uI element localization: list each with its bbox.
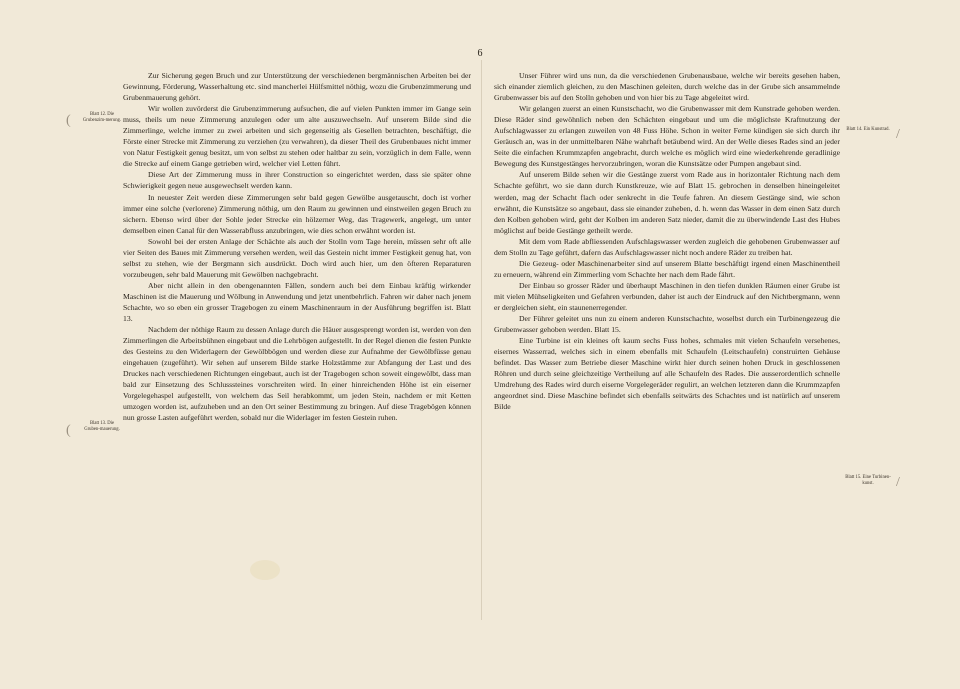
paragraph: Die Gezeug- oder Maschinenarbeiter sind auf unserem Blatte beschäftigt irgend einen Maschinentheil zu erneuern, während ein Zimmerling vom Schachte her nach dem Rade fährt. <box>494 258 840 279</box>
left-text-column <box>123 70 471 424</box>
paragraph: Eine Turbine ist ein kleines oft kaum sechs Fuss hohes, schmales mit vielen Schaufeln versehenes, eisernes Wasserrad, welches sich in einem ebenfalls mit Schaufeln (Leitschaufeln) construirten Gehäuse befindet. Das Wasser zum Betriebe dieser Maschine wirkt hier durch seinen hohen Druck in geschlossenen Röhren und durch seine gleichzeitige Vertheilung auf alle Schaufeln des Rades. Die ausserordentlich schnelle Umdrehung des Rades wird durch eiserne Vorgelegeräder regulirt, an welchen letzteren dann die Krummzapfen angeordnet sind. Diese Maschine befindet sich ebenfalls seitwärts des Schachtes und ist natürlich auf unserem Bilde <box>494 336 840 412</box>
margin-bracket-icon: ( <box>66 113 71 128</box>
margin-bracket-icon: ( <box>66 423 71 438</box>
paragraph: Wir gelangen zuerst an einen Kunstschacht, wo die Grubenwasser mit dem Kunstrade gehoben werden. Diese Räder sind gewöhnlich neben den Schächten eingebaut und um die möglichste Kraftnutzung der Aufschlagwasser zu erlangen zuweilen von 48 Fuss Höhe. Schon in weiter Ferne kündigen sie sich durch ihr Geräusch an, was in der unmittelbaren Nähe wahrhaft betäubend wird. An der Welle dieses Rades sind an jeder Seite die einfachen Krummzapfen angebracht, durch welche es möglich wird eine wiederkehrende geradlinige Bewegung des Kunstgestänges hervorzubringen, woran die Kunstsätze oder Pumpen angebaut sind. <box>494 104 840 169</box>
margin-note-blatt-13: Blatt 13. Die Gruben-mauerung. <box>84 421 120 432</box>
paragraph: Diese Art der Zimmerung muss in ihrer Construction so eingerichtet werden, dass sie später ohne Schwierigkeit gegen neue ausgewechselt werden kann. <box>123 170 471 191</box>
margin-note-blatt-14: Blatt 14. Ein Kunstrad. <box>846 127 890 132</box>
paragraph: Auf unserem Bilde sehen wir die Gestänge zuerst vom Rade aus in horizontaler Richtung nach dem Schachte geführt, wo sie dann durch Kunstkreuze, wie auf Blatt 15. gebrochen in denselben hineingeleitet werden, mag der Schacht flach oder senkrecht in die Teufe fahren. An diesem Gestänge sind, wie schon erwähnt, die Kunstsätze so angebaut, dass sie einander zuheben, d. h. wenn das Wasser in dem einen Satz durch den Kolben gehoben wird, geht der Kolben im anderen Satz nieder, damit die zu überwindende Last des Hubes möglichst auf beide Gestänge getheilt werde. <box>494 170 840 235</box>
margin-slash-icon: / <box>896 127 900 142</box>
page-fold <box>481 60 482 620</box>
paragraph: In neuester Zeit werden diese Zimmerungen sehr bald gegen Gewölbe ausgetauscht, doch ist vorher immer eine solche (verlorene) Zimmerung nöthig, um den Raum zu gewinnen und einstweilen gegen Bruch zu sichern. Ebenso wird über der Sohle jeder Strecke ein hölzerner Weg, das Tragewerk, angelegt, um unter demselben einen Canal für den Wasserabfluss anzubringen, wie dies schon erwähnt worden ist. <box>123 192 471 235</box>
margin-note-blatt-15: Blatt 15. Eine Turbinen-kunst. <box>845 475 891 486</box>
paragraph: Unser Führer wird uns nun, da die verschiedenen Grubenausbaue, welche wir bereits gesehen haben, sich einander ziemlich gleichen, zu den Maschinen geleiten, durch welche das in der Grube sich ansammelnde Grubenwasser bis auf den Stolln gehoben und von hier bis zu Tage abgeleitet wird. <box>494 71 840 103</box>
paragraph: Der Einbau so grosser Räder und überhaupt Maschinen in den tiefen dunklen Räumen einer Grube ist mit vielen Mühseligkeiten und Gefahren verbunden, daher ist auch der Eindruck auf den Nichtbergmann, wenn er dergleichen sieht, ein staunenerregender. <box>494 280 840 312</box>
page-number: 6 <box>477 48 483 59</box>
margin-note-blatt-12: Blatt 12. Die Grubenzim-merung. <box>82 112 122 123</box>
right-text-column <box>494 70 840 412</box>
paper-stain <box>250 560 280 580</box>
paragraph: Mit dem vom Rade abfliessenden Aufschlagswasser werden zugleich die gehobenen Grubenwasser auf dem Stolln zu Tage geführt, dafern das Aufschlagswasser nicht noch andere Räder zu treiben hat. <box>494 236 840 257</box>
paragraph: Wir wollen zuvörderst die Grubenzimmerung aufsuchen, die auf vielen Punkten immer im Gange sein muss, theils um neue Zimmerung anzulegen oder um alte auszuwechseln. Auf unserem Bilde sind die Zimmerlinge, welche immer zu zwei arbeiten und sich gegenseitig als Gesellen betrachten, beschäftigt, die Förste einer Strecke mit Zimmerung zu verziehen (zu verwahren), da dieser Theil des Grubenbaues nicht immer von Natur Festigkeit genug besitzt, um von selbst zu stehen oder haltbar zu sein, vorzüglich in dem Falle, wenn die Strecke auf einem Gange getrieben wird, welcher viel Letten führt. <box>123 104 471 169</box>
paragraph: Aber nicht allein in den obengenannten Fällen, sondern auch bei dem Einbau kräftig wirkender Maschinen ist die Mauerung und Wölbung in Anwendung und jetzt unentbehrlich. Fahren wir daher nach jenem Schachte, wo so eben ein grosser Tragebogen zu einem Maschinenraum in der Ausführung begriffen ist. Blatt 13. <box>123 280 471 324</box>
margin-slash-icon: / <box>896 475 900 490</box>
paragraph: Nachdem der nöthige Raum zu dessen Anlage durch die Häuer ausgesprengt worden ist, werden von den Zimmerlingen die Arbeitsbühnen eingebaut und die Lehrbögen aufgestellt. In der Regel dienen die festen Punkte des Gesteins zu den Widerlagern der Gewölbbögen und werden diese zur Aufnahme der Gewölbfüsse genau eingehauen (zugeführt). Wir sehen auf unserem Bilde starke Holzstämme zur Abfangung der Last und des Druckes nach verschiedenen Richtungen eingebaut, auch ist der Tragebogen schon soweit eingewölbt, dass man bald zur Einsetzung des Schlusssteines vorschreiten wird. In einer hinreichenden Höhe ist ein eiserner Vorgelegehaspel aufgestellt, von welchem das Seil herabkommt, um jeden Stein, nachdem er mit Ketten umzogen worden ist, aufzuheben und an den Ort seiner Bestimmung zu bringen. Auf diese Tragebögen können nun grosse Lasten aufgeführt werden, sobald nur die Widerlager im festen Gestein ruhen. <box>123 325 471 423</box>
paragraph: Der Führer geleitet uns nun zu einem anderen Kunstschachte, woselbst durch ein Turbinengezeug die Grubenwasser gehoben werden. Blatt 15. <box>494 314 840 335</box>
paragraph: Zur Sicherung gegen Bruch und zur Unterstützung der verschiedenen bergmännischen Arbeiten bei der Gewinnung, Förderung, Wasserhaltung etc. sind mancherlei Hülfsmittel nöthig, wozu die Grubenzimmerung und Grubenmauerung gehört. <box>123 71 471 103</box>
paragraph: Sowohl bei der ersten Anlage der Schächte als auch der Stolln vom Tage herein, müssen sehr oft alle vier Seiten des Baues mit Zimmerung versehen werden, weil das Gestein nicht immer Festigkeit genug hat, von selbst zu stehen, wie der Bergmann sich ausdrückt. Doch wird auch hier, um den öfteren Reparaturen vorzubeugen, sehr bald Mauerung mit Gewölben nachgebracht. <box>123 236 471 279</box>
